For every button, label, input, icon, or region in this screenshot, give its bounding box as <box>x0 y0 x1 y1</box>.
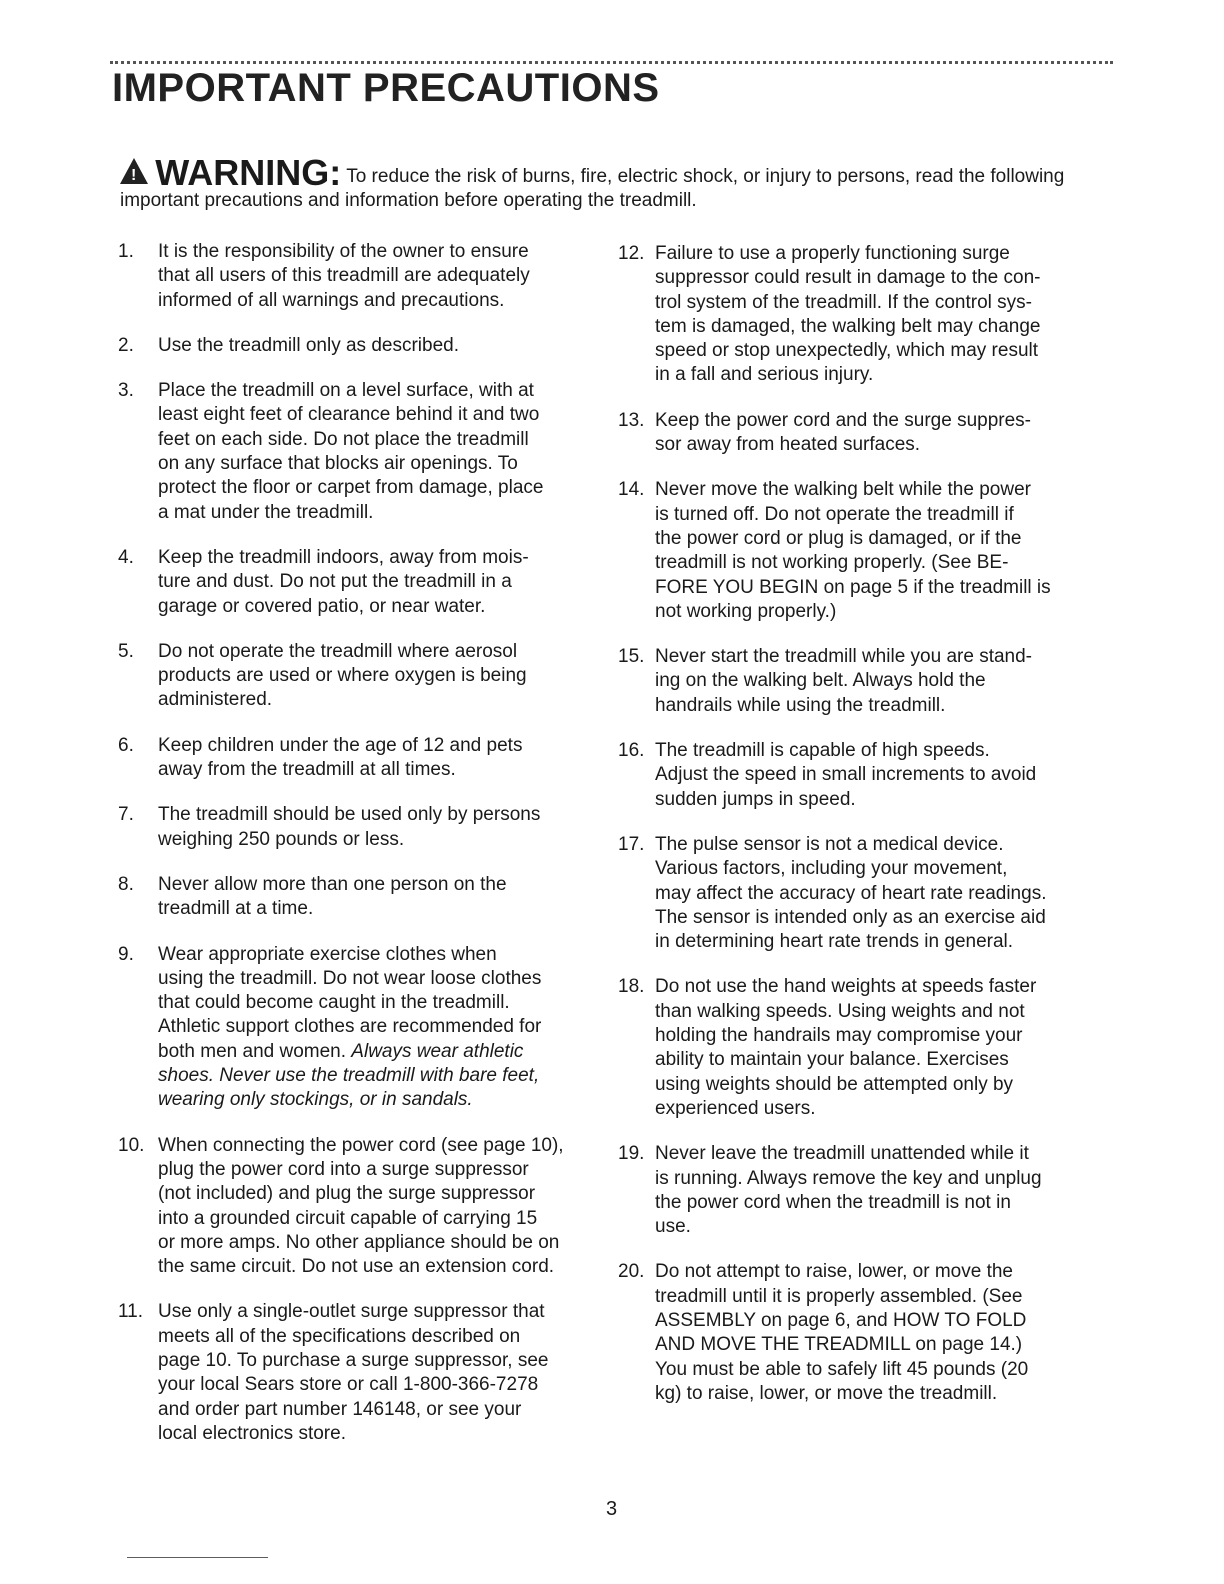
item-line: away from the treadmill at all times. <box>158 759 456 781</box>
item-number: 13. <box>618 409 645 431</box>
item-number: 9. <box>118 943 134 965</box>
precaution-item <box>618 242 1108 388</box>
item-line: ability to maintain your balance. Exercises <box>655 1049 1009 1071</box>
precaution-item <box>618 645 1108 718</box>
item-line: When connecting the power cord (see page 10), <box>158 1134 564 1156</box>
item-line: holding the handrails may compromise your <box>655 1025 1023 1047</box>
item-line <box>158 1088 608 1112</box>
item-number: 3. <box>118 380 134 402</box>
precaution-item <box>618 1142 1108 1239</box>
item-line: Never allow more than one person on the <box>158 873 507 895</box>
item-line: treadmill until it is properly assembled. (See <box>655 1285 1023 1307</box>
warning-block <box>120 152 1110 213</box>
precautions-right-column <box>618 242 1108 1427</box>
precaution-item <box>118 546 608 619</box>
item-line: You must be able to safely lift 45 pounds (20 <box>655 1358 1029 1380</box>
item-line: on any surface that blocks air openings. To <box>158 453 518 475</box>
precaution-item <box>118 240 608 313</box>
precaution-item <box>618 1260 1108 1406</box>
footer-line <box>127 1557 268 1558</box>
precaution-item <box>618 833 1108 954</box>
item-line: your local Sears store or call 1-800-366-7278 <box>158 1374 539 1396</box>
item-line: may affect the accuracy of heart rate readings. <box>655 882 1047 904</box>
item-line: and order part number 146148, or see your <box>158 1398 522 1420</box>
item-line: Do not operate the treadmill where aerosol <box>158 640 518 662</box>
item-line: ture and dust. Do not put the treadmill in a <box>158 571 512 593</box>
item-line: Place the treadmill on a level surface, with at <box>158 380 534 402</box>
item-line: experienced users. <box>655 1097 816 1119</box>
item-line: not working properly.) <box>655 600 837 622</box>
precaution-item <box>618 739 1108 812</box>
italic-text: shoes. Never use the treadmill with bare feet, <box>158 1065 540 1087</box>
item-number: 16. <box>618 740 645 762</box>
item-line: Various factors, including your movement, <box>655 858 1008 880</box>
item-number: 14. <box>618 479 645 501</box>
warning-triangle-icon <box>120 158 148 184</box>
item-line: sor away from heated surfaces. <box>655 434 921 456</box>
item-line: The pulse sensor is not a medical device. <box>655 833 1004 855</box>
item-line: garage or covered patio, or near water. <box>158 595 486 617</box>
precaution-item <box>118 1134 608 1280</box>
item-line: than walking speeds. Using weights and not <box>655 1000 1025 1022</box>
item-line: Use only a single-outlet surge suppressor that <box>158 1301 545 1323</box>
precaution-item <box>118 943 608 1113</box>
item-line: the power cord when the treadmill is not in <box>655 1191 1011 1213</box>
item-line: weighing 250 pounds or less. <box>158 828 405 850</box>
item-line: products are used or where oxygen is being <box>158 665 527 687</box>
item-line: The treadmill should be used only by persons <box>158 804 541 826</box>
item-number: 8. <box>118 873 134 895</box>
item-line <box>158 1064 608 1088</box>
item-line: The sensor is intended only as an exercise aid <box>655 906 1046 928</box>
item-number: 1. <box>118 241 134 262</box>
item-line: Keep children under the age of 12 and pets <box>158 734 523 756</box>
item-number: 4. <box>118 546 134 568</box>
item-line: the power cord or plug is damaged, or if the <box>655 527 1022 549</box>
item-line: using weights should be attempted only by <box>655 1073 1014 1095</box>
precaution-item <box>118 379 608 525</box>
item-line: is running. Always remove the key and unplug <box>655 1167 1042 1189</box>
item-number: 2. <box>118 334 134 356</box>
item-line: protect the floor or carpet from damage, place <box>158 477 544 499</box>
item-line: meets all of the specifications described on <box>158 1325 521 1347</box>
item-number: 11. <box>118 1301 144 1323</box>
precaution-item <box>118 334 608 358</box>
item-line: (not included) and plug the surge suppressor <box>158 1183 536 1205</box>
item-line: a mat under the treadmill. <box>158 501 374 523</box>
item-line: Keep the power cord and the surge suppres- <box>655 409 1032 431</box>
item-line: in a fall and serious injury. <box>655 364 874 386</box>
item-line: sudden jumps in speed. <box>655 788 856 810</box>
item-line: feet on each side. Do not place the treadmill <box>158 428 529 450</box>
item-line: that could become caught in the treadmill. <box>158 992 510 1014</box>
item-line: plug the power cord into a surge suppressor <box>158 1158 529 1180</box>
item-line: that all users of this treadmill are adequately <box>158 265 530 287</box>
header-rule <box>110 61 1113 64</box>
item-line: Never move the walking belt while the power <box>655 479 1031 501</box>
warning-label: WARNING: <box>155 152 342 193</box>
precaution-item <box>618 975 1108 1121</box>
precautions-left-column <box>118 240 608 1467</box>
item-line: informed of all warnings and precautions. <box>158 289 505 311</box>
item-line: in determining heart rate trends in general. <box>655 931 1014 953</box>
item-line: is turned off. Do not operate the treadmill if <box>655 503 1014 525</box>
item-number: 6. <box>118 734 134 756</box>
item-line: administered. <box>158 689 273 711</box>
item-line: treadmill at a time. <box>158 898 314 920</box>
precaution-item <box>118 803 608 852</box>
item-line: The treadmill is capable of high speeds. <box>655 740 990 762</box>
item-line: FORE YOU BEGIN on page 5 if the treadmill is <box>655 576 1051 598</box>
item-line: Athletic support clothes are recommended for <box>158 1016 542 1038</box>
precaution-item <box>618 409 1108 458</box>
item-line: Keep the treadmill indoors, away from mois- <box>158 546 529 568</box>
item-number: 17. <box>618 833 645 855</box>
item-line: Adjust the speed in small increments to avoid <box>655 764 1037 786</box>
item-line: least eight feet of clearance behind it and two <box>158 404 540 426</box>
item-number: 15. <box>618 646 645 668</box>
item-line: ASSEMBLY on page 6, and HOW TO FOLD <box>655 1309 1027 1331</box>
item-number: 5. <box>118 640 134 662</box>
item-line: suppressor could result in damage to the con- <box>655 267 1041 289</box>
item-line: It is the responsibility of the owner to ensure <box>158 241 529 262</box>
item-line: AND MOVE THE TREADMILL on page 14.) <box>655 1334 1023 1356</box>
item-line: tem is damaged, the walking belt may change <box>655 315 1041 337</box>
precaution-item <box>618 478 1108 624</box>
page-number: 3 <box>606 1498 618 1520</box>
item-line: trol system of the treadmill. If the control sys- <box>655 291 1032 313</box>
item-number: 10. <box>118 1134 145 1156</box>
precaution-item <box>118 734 608 783</box>
item-line: speed or stop unexpectedly, which may result <box>655 340 1039 362</box>
item-line: Do not attempt to raise, lower, or move the <box>655 1261 1014 1283</box>
item-line: Use the treadmill only as described. <box>158 334 459 356</box>
item-number: 18. <box>618 976 645 998</box>
item-line: Wear appropriate exercise clothes when <box>158 943 497 965</box>
item-line: treadmill is not working properly. (See BE- <box>655 552 1009 574</box>
item-line: kg) to raise, lower, or move the treadmill. <box>655 1382 998 1404</box>
item-line: ing on the walking belt. Always hold the <box>655 670 986 692</box>
italic-text: wearing only stockings, or in sandals. <box>158 1089 473 1111</box>
item-line: into a grounded circuit capable of carrying 15 <box>158 1207 538 1229</box>
item-line: the same circuit. Do not use an extension cord. <box>158 1256 555 1278</box>
precaution-item <box>118 1300 608 1446</box>
italic-text: Always wear athletic <box>351 1040 524 1062</box>
item-line <box>158 1040 608 1064</box>
precaution-item <box>118 873 608 922</box>
item-line: using the treadmill. Do not wear loose clothes <box>158 967 542 989</box>
item-text: both men and women. <box>158 1040 352 1062</box>
item-line: Do not use the hand weights at speeds faster <box>655 976 1037 998</box>
warning-text: To reduce the risk of burns, fire, electric shock, or injury to persons, read the following important precautions and information before operating the treadmill. <box>120 166 1065 211</box>
item-number: 12. <box>618 243 645 264</box>
item-line: local electronics store. <box>158 1422 346 1444</box>
item-number: 7. <box>118 804 134 826</box>
item-line: Never start the treadmill while you are stand- <box>655 646 1032 668</box>
item-number: 20. <box>618 1261 645 1283</box>
item-line: page 10. To purchase a surge suppressor, see <box>158 1349 549 1371</box>
item-line: or more amps. No other appliance should be on <box>158 1231 560 1253</box>
item-line: Never leave the treadmill unattended while it <box>655 1143 1029 1165</box>
item-line: handrails while using the treadmill. <box>655 694 946 716</box>
page-title: IMPORTANT PRECAUTIONS <box>112 66 660 110</box>
precaution-item <box>118 640 608 713</box>
item-line: use. <box>655 1216 691 1238</box>
item-number: 19. <box>618 1143 645 1165</box>
item-line: Failure to use a properly functioning surge <box>655 243 1010 264</box>
